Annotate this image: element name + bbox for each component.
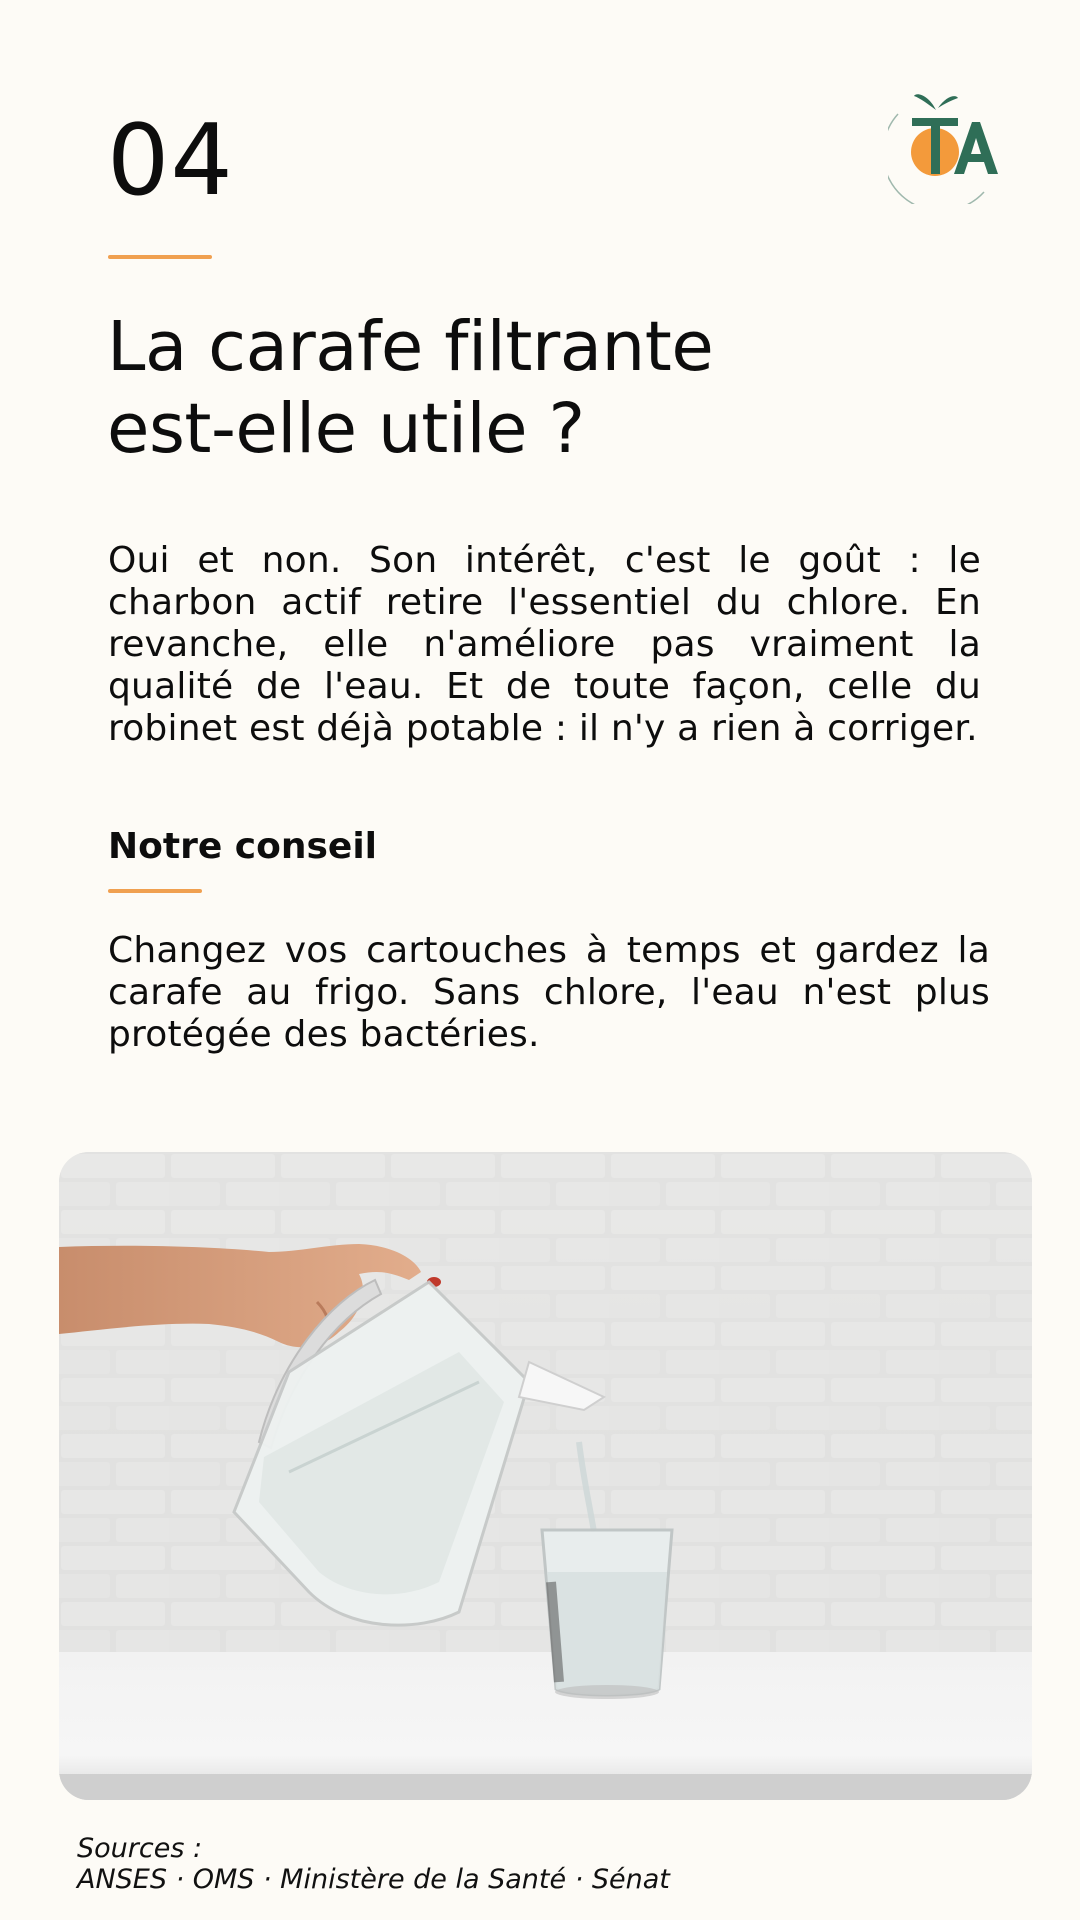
- brand-logo: [888, 74, 1008, 204]
- sources-label: Sources :: [77, 1833, 203, 1864]
- advice-paragraph: Changez vos cartouches à temps et gardez la carafe au frigo. Sans chlore, l'eau n'est plus protégée des bactéries.: [108, 930, 990, 1055]
- sources-list: ANSES · OMS · Ministère de la Santé · Sénat: [77, 1864, 670, 1895]
- title-line-2: est-elle utile ?: [107, 389, 585, 469]
- page-title: [107, 306, 967, 470]
- apple-logo-icon: [888, 74, 1008, 204]
- title-line-1: La carafe filtrante: [107, 307, 714, 387]
- advice-heading: Notre conseil: [108, 826, 377, 867]
- accent-divider: [108, 255, 212, 259]
- step-number: 04: [107, 104, 234, 218]
- intro-paragraph: Oui et non. Son intérêt, c'est le goût : le charbon actif retire l'essentiel du chlore. En revanche, elle n'améliore pas vraiment la qualité de l'eau. Et de toute façon, celle du robinet est déjà potable : il n'y a rien à corriger.: [108, 540, 981, 749]
- advice-divider: [108, 889, 202, 893]
- pitcher-pouring-image: [59, 1152, 1032, 1800]
- pitcher-photo: [59, 1152, 1032, 1800]
